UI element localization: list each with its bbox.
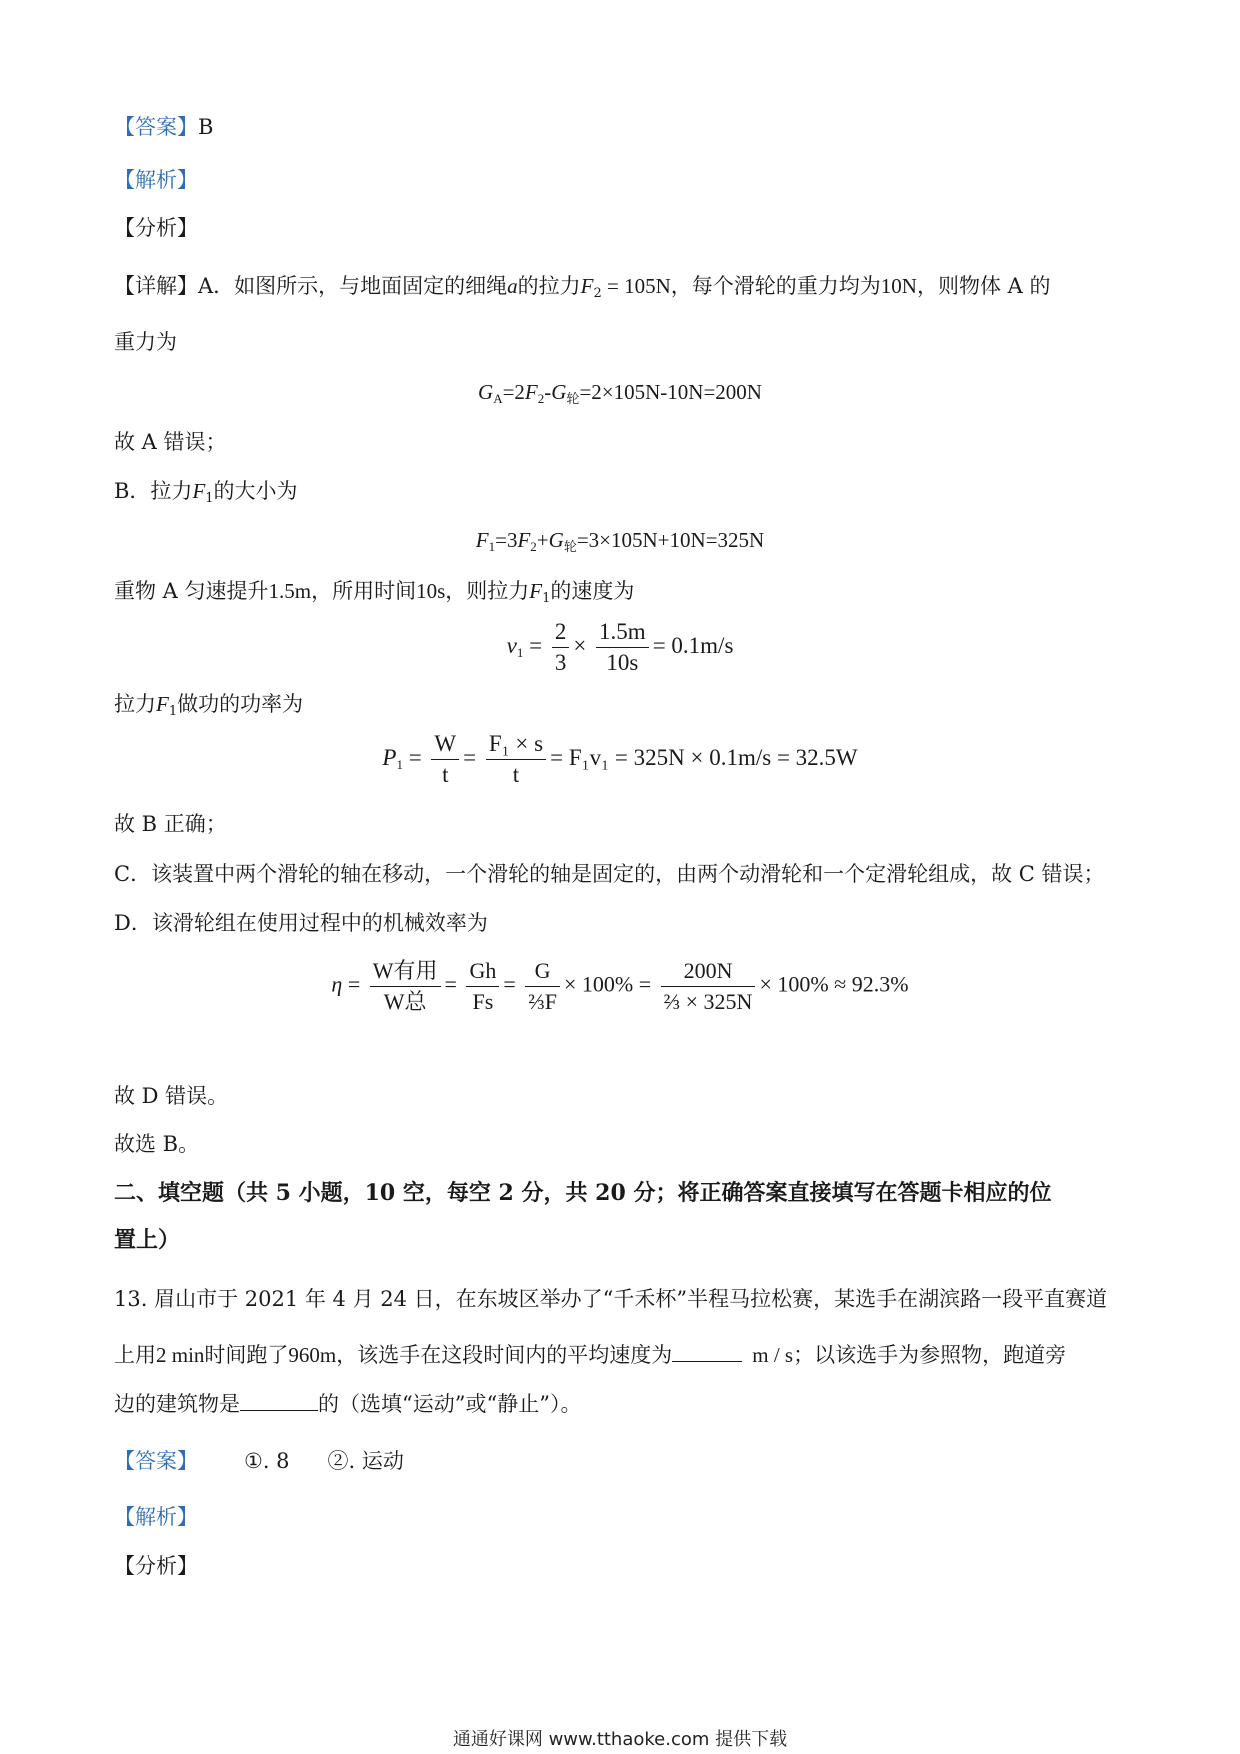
wheel-weight: 10N xyxy=(880,274,917,298)
var-a: a xyxy=(507,274,518,298)
b-speed-time: 10s xyxy=(416,579,446,603)
detail-a-end: ，则物体 A 的 xyxy=(916,274,1051,298)
b-speed-1: 重物 A 匀速提升 xyxy=(114,579,269,603)
b-intro: B．拉力 xyxy=(114,479,193,503)
detail-b-power xyxy=(114,689,303,727)
detail-a-mid1: 的拉力 xyxy=(517,274,581,298)
fraction-two-thirds xyxy=(552,617,570,678)
q13-unit: m / s xyxy=(752,1343,794,1367)
frac-den: ⅔F xyxy=(528,989,557,1014)
frac-num: 1.5m xyxy=(596,617,649,648)
q13-line3 xyxy=(114,1389,581,1419)
q13-l3-b: 的（选填“运动”或“静止”）。 xyxy=(318,1392,582,1416)
detail-a-mid2: ，每个滑轮的重力均为 xyxy=(670,274,881,298)
detail-b-line1 xyxy=(114,476,298,514)
eq-ga-dash: - xyxy=(544,380,552,404)
q13-l2-a: 上用 xyxy=(114,1343,156,1367)
frac-num: F₁ × s xyxy=(486,729,546,760)
eq-ga-rest2: =2×105N-10N=200N xyxy=(579,380,762,404)
eq-p-lhs: P xyxy=(382,744,397,770)
section-heading-line1: 二、填空题（共 5 小题，10 空，每空 2 分，共 20 分；将正确答案直接填写在答题卡相应的位 xyxy=(114,1180,1052,1206)
var-f2: F xyxy=(580,274,594,298)
eq-f1-rest2: =3×105N+10N=325N xyxy=(576,528,765,552)
equation-v1: $v_1$ = $\frac{2}{3}$ × $\frac{1.5m}{10s}$ = 0.1m/s xyxy=(0,617,1240,678)
answer-blank-1[interactable] xyxy=(672,1343,742,1362)
eq-v-sub: 1 xyxy=(516,644,524,660)
detail-b-speed xyxy=(114,576,634,614)
b-speed-f: F xyxy=(529,579,543,603)
eq-p-result: = F₁v₁ = 325N × 0.1m/s = 32.5W xyxy=(550,744,858,770)
fraction-200n xyxy=(661,956,756,1017)
analysis-tag: 【解析】 xyxy=(114,168,198,192)
eq-f1-f: F xyxy=(475,528,489,552)
frac-den: t xyxy=(512,762,520,787)
b-speed-fsub: 1 xyxy=(542,591,551,606)
b-fsub: 1 xyxy=(205,491,214,506)
eq-ga-fsub: 2 xyxy=(537,391,545,406)
eq-f1-fsub: 1 xyxy=(488,539,496,554)
eq-ga-g: G xyxy=(478,380,494,404)
q13-l2-b: 时间跑了 xyxy=(204,1343,289,1367)
b-f: F xyxy=(192,479,206,503)
eq-ga-sub: A xyxy=(493,391,503,406)
eq-f1-plus: + xyxy=(536,528,549,552)
eq-eta-result: × 100% ≈ 92.3% xyxy=(759,971,909,997)
c-statement: C．该装置中两个滑轮的轴在移动，一个滑轮的轴是固定的，由两个动滑轮和一个定滑轮组成，故 C 错误； xyxy=(114,862,1105,886)
f2-value: = 105N xyxy=(601,274,671,298)
fraction-w-t xyxy=(431,729,459,790)
frac-den: 3 xyxy=(554,650,567,675)
eq-f1-f2: F xyxy=(517,528,531,552)
q13-analysis-tag: 【解析】 xyxy=(114,1505,198,1529)
a-conclusion: 故 A 错误； xyxy=(114,430,227,454)
q13-l3-a: 边的建筑物是 xyxy=(114,1392,240,1416)
equation-ga xyxy=(0,380,1240,407)
detail-a-line2: 重力为 xyxy=(114,330,177,354)
page-footer: 通通好课网 www.tthaoke.com 提供下载 xyxy=(452,1729,788,1750)
var-f2-sub: 2 xyxy=(593,286,602,301)
eq-f1-gsub: 轮 xyxy=(563,539,577,554)
frac-num: 200N xyxy=(661,956,756,987)
fraction-fs-t xyxy=(486,729,546,790)
detail-a-intro: A．如图所示，与地面固定的细绳 xyxy=(198,274,508,298)
q13-l2-c: ，该选手在这段时间内的平均速度为 xyxy=(336,1343,673,1367)
answer-blank-2[interactable] xyxy=(240,1392,318,1411)
q13-answer-line xyxy=(114,1446,404,1476)
answer-value: B xyxy=(198,115,214,139)
eq-eta-lhs: η xyxy=(331,971,343,997)
q13-time: 2 min xyxy=(156,1343,205,1367)
equation-f1 xyxy=(0,528,1240,555)
b-conclusion: 故 B 正确； xyxy=(114,812,227,836)
eq-f1-g: G xyxy=(548,528,564,552)
b-speed-3: ，则拉力 xyxy=(445,579,530,603)
frac-num: Gh xyxy=(466,956,499,987)
b-speed-4: 的速度为 xyxy=(550,579,635,603)
q13-answer-2: ②. 运动 xyxy=(327,1449,404,1473)
b-end: 的大小为 xyxy=(213,479,298,503)
frac-num: 2 xyxy=(552,617,570,648)
frac-num: W有用 xyxy=(370,956,441,987)
final-choice: 故选 B。 xyxy=(114,1132,200,1156)
q13-answer-1: ①. 8 xyxy=(244,1449,290,1473)
b-power-1: 拉力 xyxy=(114,692,156,716)
fraction-w-useful-total xyxy=(370,956,441,1017)
eq-v-result: = 0.1m/s xyxy=(652,632,734,658)
frac-num: W xyxy=(431,729,459,760)
eq-f1-f2sub: 2 xyxy=(530,539,537,554)
eq-ga-f: F xyxy=(524,380,538,404)
q13-line1: 13. 眉山市于 2021 年 4 月 24 日，在东坡区举办了“千禾杯”半程马拉松赛，某选手在湖滨路一段平直赛道 xyxy=(114,1287,1108,1311)
q13-distance: 960m xyxy=(288,1343,337,1367)
b-power-fsub: 1 xyxy=(168,704,178,719)
fraction-distance-time xyxy=(596,617,649,678)
eq-eta-mid: × 100% = xyxy=(564,971,652,997)
b-power-f: F xyxy=(156,692,169,716)
b-power-2: 做功的功率为 xyxy=(177,692,304,716)
frac-num: G xyxy=(525,956,560,987)
frac-den: Fs xyxy=(472,989,494,1014)
detail-tag: 【详解】 xyxy=(114,274,198,298)
eq-ga-gwheel: G xyxy=(551,380,567,404)
section-heading-line2: 置上） xyxy=(114,1227,181,1253)
q13-l2-d: ；以该选手为参照物，跑道旁 xyxy=(793,1343,1067,1367)
eq-p-sub: 1 xyxy=(396,756,403,772)
frac-den: W总 xyxy=(383,989,427,1014)
frac-den: 10s xyxy=(606,650,639,675)
q13-answer-tag: 【答案】 xyxy=(114,1449,198,1473)
q13-fenxi-tag: 【分析】 xyxy=(114,1554,198,1578)
equation-p1: $P_1$ = $\frac{W}{t}$ = $\frac{\text{F₁ × s}}{t}$ = F₁v₁ = 325N × 0.1m/s = 32.5W xyxy=(0,729,1240,790)
b-speed-dist: 1.5m xyxy=(268,579,312,603)
equation-efficiency: η = $\frac{\text{W有用}}{\text{W总}}$ = $\frac{Gh}{Fs}$ = $\frac{G}{\text{⅔F}}$ × 100% = $\frac{200N}{\text{⅔ × 325N}}$ × 100% ≈ 92.3% xyxy=(0,956,1240,1017)
answer-line xyxy=(114,112,213,142)
frac-den: t xyxy=(442,762,449,787)
eq-f1-rest1: =3 xyxy=(495,528,518,552)
frac-den: ⅔ × 325N xyxy=(663,989,753,1014)
fenxi-tag: 【分析】 xyxy=(114,216,198,240)
eq-ga-gsub: 轮 xyxy=(566,391,580,406)
d-conclusion: 故 D 错误。 xyxy=(114,1084,229,1108)
b-speed-2: ，所用时间 xyxy=(311,579,417,603)
detail-a-line1 xyxy=(114,271,1051,309)
eq-v-lhs: v xyxy=(506,632,517,658)
fraction-gh-fs xyxy=(466,956,499,1017)
q13-line2 xyxy=(114,1340,1066,1370)
answer-tag: 【答案】 xyxy=(114,115,198,139)
eq-ga-rest1: =2 xyxy=(502,380,525,404)
fraction-g-f xyxy=(525,956,560,1017)
d-statement: D．该滑轮组在使用过程中的机械效率为 xyxy=(114,911,488,935)
